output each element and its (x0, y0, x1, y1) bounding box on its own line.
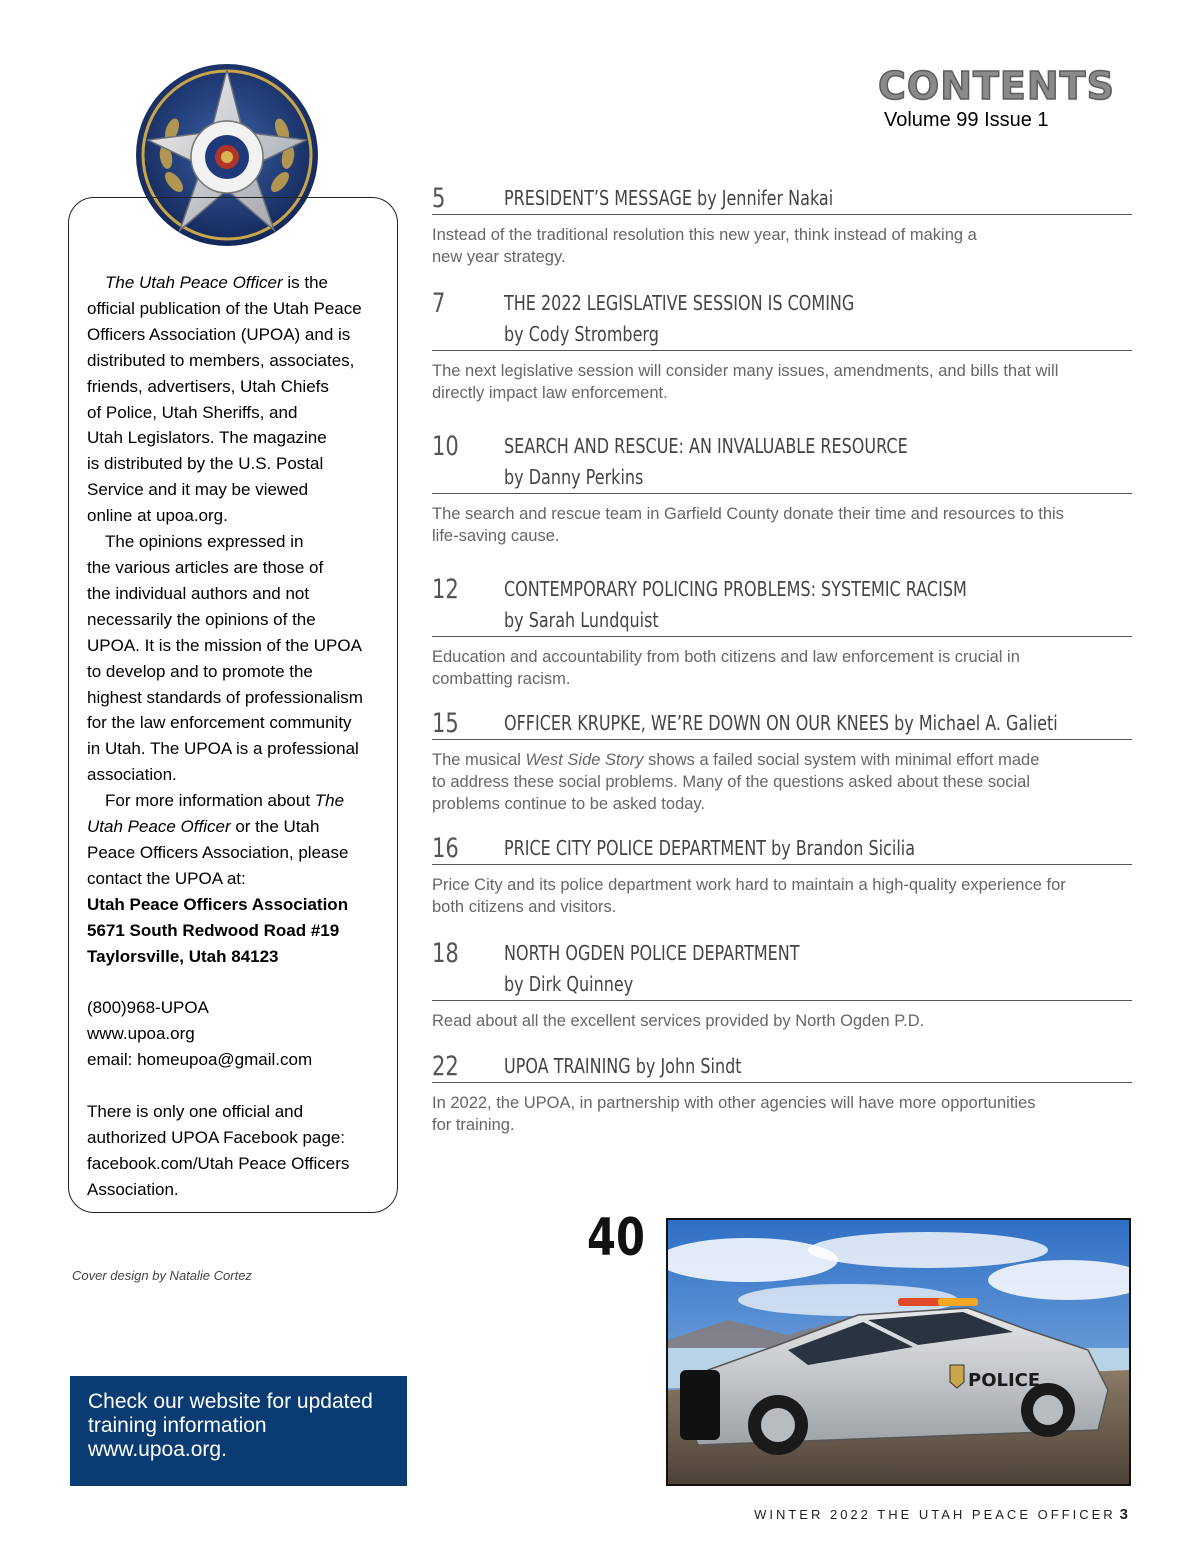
intro-line: online at upoa.org. (87, 506, 228, 526)
toc-entry (432, 431, 1132, 547)
toc-page-number: 5 (432, 183, 446, 214)
intro-line: of Police, Utah Sheriffs, and (87, 402, 298, 422)
intro-line: friends, advertisers, Utah Chiefs (87, 376, 329, 396)
toc-entry (432, 574, 1132, 690)
phone-number: (800)968-UPOA (87, 998, 209, 1018)
toc-author: by Cody Stromberg (504, 322, 659, 346)
toc-page-number: 10 (432, 431, 459, 462)
opinions-line: highest standards of professionalism (87, 687, 363, 707)
intro-line: Utah Legislators. The magazine (87, 428, 327, 448)
toc-description: Read about all the excellent services provided by North Ogden P.D. (432, 1012, 925, 1030)
page-title: CONTENTS (878, 64, 1115, 108)
intro-line: Service and it may be viewed (87, 480, 309, 500)
toc-entry (432, 833, 1132, 918)
intro-line: is distributed by the U.S. Postal (87, 454, 324, 474)
more-info-line: Peace Officers Association, please (87, 842, 349, 862)
toc-author: by Sarah Lundquist (504, 608, 659, 632)
opinions-line: necessarily the opinions of the (87, 609, 316, 629)
toc-entry (432, 708, 1132, 815)
intro-line: Officers Association (UPOA) and is (87, 324, 351, 344)
page-footer (754, 1506, 1128, 1523)
opinions-line: in Utah. The UPOA is a professional (87, 739, 359, 759)
toc-description: In 2022, the UPOA, in partnership with other agencies will have more opportunities for training. (432, 1094, 1036, 1134)
toc-entry (432, 1051, 1132, 1136)
intro-first-line: The Utah Peace Officer is the (105, 273, 328, 292)
toc-title: UPOA TRAINING by John Sindt (504, 1054, 742, 1078)
toc-title: THE 2022 LEGISLATIVE SESSION IS COMING (504, 291, 855, 315)
toc-title: SEARCH AND RESCUE: AN INVALUABLE RESOURCE (504, 434, 908, 458)
opinions-line: to develop and to promote the (87, 661, 313, 681)
email: email: homeupoa@gmail.com (87, 1050, 313, 1070)
toc-entry (432, 938, 1132, 1032)
toc-title: NORTH OGDEN POLICE DEPARTMENT (504, 941, 800, 965)
toc-description: Education and accountability from both citizens and law enforcement is crucial in combatting racism. (432, 648, 1020, 688)
more-info-line: Utah Peace Officer or the Utah (87, 817, 320, 837)
sidebar-info (87, 270, 387, 1203)
police-car-photo (666, 1218, 1131, 1486)
footer-page-number: 3 (1119, 1506, 1128, 1523)
toc-entry (432, 288, 1132, 404)
promo-line: Check our website for updated (88, 1390, 373, 1413)
cover-credit: Cover design by Natalie Cortez (72, 1268, 252, 1283)
address-line: 5671 South Redwood Road #19 (87, 920, 340, 940)
toc-description: Price City and its police department work hard to maintain a high-quality experience for both citizens and visitors. (432, 876, 1066, 916)
website-promo-box (70, 1376, 407, 1486)
feature-page-number: 40 (587, 1208, 645, 1268)
opinions-line: the various articles are those of (87, 557, 324, 577)
toc-title: PRICE CITY POLICE DEPARTMENT by Brandon Sicilia (504, 836, 916, 860)
toc-title: CONTEMPORARY POLICING PROBLEMS: SYSTEMIC RACISM (504, 577, 967, 601)
promo-line: training information (88, 1414, 267, 1437)
website: www.upoa.org (87, 1024, 195, 1044)
address-line: Utah Peace Officers Association (87, 894, 349, 914)
toc-entry (432, 183, 1132, 268)
toc-description: The next legislative session will consider many issues, amendments, and bills that will directly impact law enforcement. (432, 362, 1059, 402)
opinions-line: for the law enforcement community (87, 713, 352, 733)
more-info-line: contact the UPOA at: (87, 868, 246, 888)
opinions-line: UPOA. It is the mission of the UPOA (87, 635, 362, 655)
toc-page-number: 16 (432, 833, 459, 864)
intro-line: distributed to members, associates, (87, 350, 355, 370)
intro-line: official publication of the Utah Peace (87, 298, 362, 318)
toc-page-number: 22 (432, 1051, 459, 1082)
facebook-line: Association. (87, 1179, 179, 1199)
police-text: POLICE (968, 1370, 1041, 1391)
opinions-line: the individual authors and not (87, 583, 310, 603)
toc-title: OFFICER KRUPKE, WE’RE DOWN ON OUR KNEES by Michael A. Galieti (504, 711, 1058, 735)
toc-author: by Dirk Quinney (504, 972, 634, 996)
volume-issue: Volume 99 Issue 1 (884, 109, 1049, 131)
toc-title: PRESIDENT’S MESSAGE by Jennifer Nakai (504, 186, 834, 210)
toc-page-number: 7 (432, 288, 446, 319)
facebook-line: There is only one official and (87, 1101, 304, 1121)
address-line: Taylorsville, Utah 84123 (87, 946, 279, 966)
promo-line: www.upoa.org. (88, 1438, 227, 1461)
opinions-line: The opinions expressed in (105, 532, 304, 552)
more-info-line: For more information about The (105, 791, 345, 811)
toc-page-number: 18 (432, 938, 459, 969)
toc-author: by Danny Perkins (504, 465, 644, 489)
facebook-line: facebook.com/Utah Peace Officers (87, 1153, 350, 1173)
footer-text: WINTER 2022 THE UTAH PEACE OFFICER (754, 1507, 1116, 1522)
toc-page-number: 12 (432, 574, 459, 605)
facebook-line: authorized UPOA Facebook page: (87, 1127, 345, 1147)
opinions-line: association. (87, 765, 177, 785)
toc-description: Instead of the traditional resolution this new year, think instead of making a new year strategy. (432, 226, 977, 266)
toc-page-number: 15 (432, 708, 459, 739)
toc-description: The search and rescue team in Garfield County donate their time and resources to this life-saving cause. (432, 505, 1064, 545)
toc-description: The musical West Side Story shows a failed social system with minimal effort made to address these social problems. Many of the questions asked about these social problems continue to be asked today. (432, 751, 1040, 813)
